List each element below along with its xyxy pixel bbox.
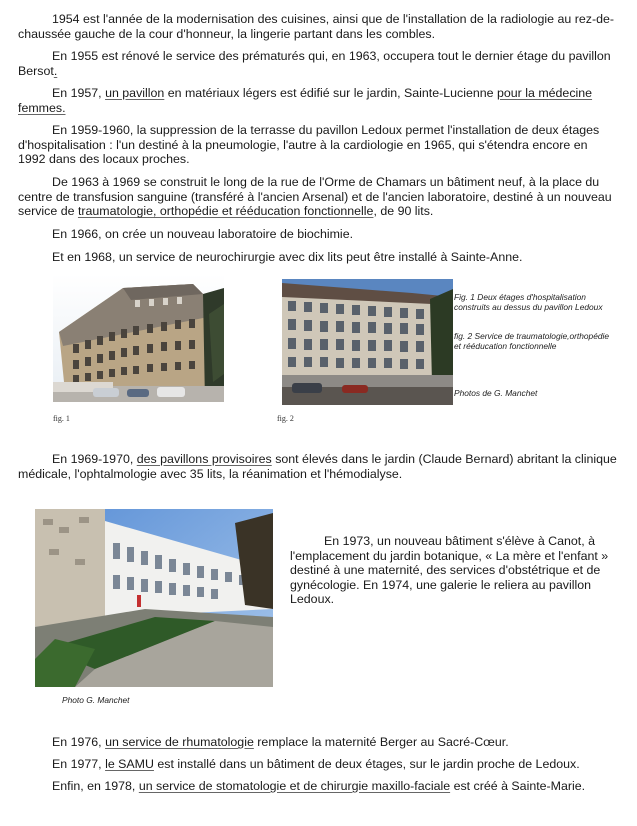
caption-fig2: fig. 2 Service de traumatologie,orthopédie et rééducation fonctionnelle <box>454 331 610 352</box>
fig1-label: fig. 1 <box>53 414 70 423</box>
link-un-pavillon[interactable]: un pavillon <box>105 86 165 100</box>
link-stomatologie[interactable]: un service de stomatologie et de chirurgie maxillo-faciale <box>138 779 451 793</box>
link-traumatologie[interactable]: traumatologie, orthopédie et rééducation fonctionnelle <box>77 204 374 219</box>
paragraph-1966: En 1966, on crée un nouveau laboratoire de biochimie. <box>52 227 354 241</box>
photo-maternite <box>35 509 273 687</box>
caption-fig1: Fig. 1 Deux étages d'hospitalisation construits au dessus du pavillon Ledoux <box>454 292 603 313</box>
paragraph-1969: En 1969-1970, des pavillons provisoires sont élevés dans le jardin (Claude Bernard) abritant la clinique médicale, l'ophtalmologie avec 35 lits, la réanimation et l'hémodialyse. <box>18 452 617 481</box>
link-samu[interactable]: le SAMU <box>105 757 154 771</box>
paragraph-1973: En 1973, un nouveau bâtiment s'élève à Canot, à l'emplacement du jardin botanique, « La mère et l'enfant » destiné à une maternité, des services d'obstétrique et de gynécologie. En 1974, une galerie le reliera au pavillon Ledoux. <box>290 534 609 607</box>
building-maternite-image <box>35 509 273 687</box>
photo-service-traumatologie <box>282 279 453 405</box>
paragraph-1978: Enfin, en 1978, un service de stomatologie et de chirurgie maxillo-faciale est créé à Sainte-Marie. <box>52 779 586 793</box>
paragraph-1976: En 1976, un service de rhumatologie remplace la maternité Berger au Sacré-Cœur. <box>52 735 509 749</box>
paragraph-1959: En 1959-1960, la suppression de la terrasse du pavillon Ledoux permet l'installation de deux étages d'hospitalisation : l'un destiné à la pneumologie, l'autre à la cardiologie en 1965, qui s'étendra encore en 1992 dans des locaux proches. <box>18 123 600 167</box>
link-pavillons-provisoires[interactable]: des pavillons provisoires <box>136 452 272 466</box>
link-medecine-femmes[interactable]: pour la médecine femmes. <box>18 86 593 115</box>
paragraph-1977: En 1977, le SAMU est installé dans un bâtiment de deux étages, sur le jardin proche de Ledoux. <box>52 757 580 771</box>
paragraph-1954: 1954 est l'année de la modernisation des cuisines, ainsi que de l'installation de la radiologie au rez-de-chaussée gauche de la cour d'honneur, la lingerie partant dans les combles. <box>18 12 614 41</box>
paragraph-1963: De 1963 à 1969 se construit le long de la rue de l'Orme de Chamars un bâtiment neuf, à la place du centre de transfusion sanguine (transféré à l'ancien Arsenal) et de l'ancien laboratoire, destiné à un nouveau service de traumatologie, orthopédie et rééducation fonctionnelle, de 90 lits. <box>18 175 612 219</box>
photo-pavillon-ledoux <box>53 274 224 402</box>
building-traumatologie-image <box>282 279 453 405</box>
link-rhumatologie[interactable]: un service de rhumatologie <box>105 735 254 749</box>
link-bersot-dot[interactable]: . <box>53 63 58 78</box>
fig2-label: fig. 2 <box>277 414 294 423</box>
photo-credit-2: Photo G. Manchet <box>62 695 130 705</box>
paragraph-1957: En 1957, un pavillon en matériaux légers est édifié sur le jardin, Sainte-Lucienne pour la médecine femmes. <box>18 86 593 115</box>
paragraph-1955: En 1955 est rénové le service des prématurés qui, en 1963, occupera tout le dernier étage du pavillon Bersot. <box>18 49 611 78</box>
paragraph-1968: Et en 1968, un service de neurochirurgie avec dix lits peut être installé à Sainte-Anne. <box>52 250 523 264</box>
photo-credit-1: Photos de G. Manchet <box>454 388 538 398</box>
building-ledoux-image <box>53 274 224 402</box>
